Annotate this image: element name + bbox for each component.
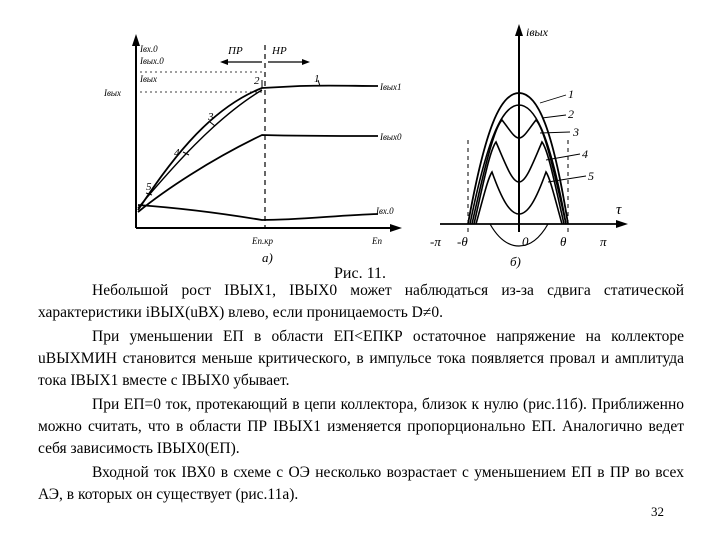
curve-num-5: 5 xyxy=(146,181,152,193)
right-panel xyxy=(440,24,628,246)
paragraph-1: Небольшой рост IВЫХ1, IВЫХ0 может наблюдаться из-за сдвига статической характеристики iВЫХ(uВХ) влево, если проницаемость D≠0. xyxy=(38,282,684,321)
label-tau: τ xyxy=(616,202,622,218)
curve-num-2: 2 xyxy=(254,75,260,87)
panel-b-label: б) xyxy=(510,254,521,269)
pulse-num-4: 4 xyxy=(582,147,588,161)
label-iout: iвых xyxy=(526,25,548,39)
label-zero: 0 xyxy=(522,234,529,249)
label-curve-out1: Iвых1 xyxy=(380,82,402,92)
label-nr: НР xyxy=(272,45,287,57)
label-pi: π xyxy=(600,234,607,249)
label-out0: Iвых.0 xyxy=(140,56,164,66)
figure-caption: Рис. 11. xyxy=(334,265,386,282)
curve-num-1: 1 xyxy=(314,73,320,85)
label-theta: θ xyxy=(560,234,567,249)
body-text xyxy=(38,280,684,506)
left-panel-labels xyxy=(103,44,402,265)
right-panel-labels xyxy=(430,25,622,269)
curve-iin0 xyxy=(138,205,378,220)
pulse-num-1: 1 xyxy=(568,87,574,101)
panel-a-label: а) xyxy=(262,250,273,265)
label-out-b: Iвых xyxy=(104,88,121,98)
label-minus-pi: -π xyxy=(430,234,441,249)
page-number: 32 xyxy=(651,504,664,519)
label-pr: ПР xyxy=(228,45,243,57)
left-panel xyxy=(132,34,402,232)
curve-num-4: 4 xyxy=(174,147,180,159)
label-ekr: Eп.кр xyxy=(252,236,273,246)
label-minus-theta: -θ xyxy=(457,234,468,249)
label-out-a: Iвых xyxy=(140,74,157,84)
pulse-num-5: 5 xyxy=(588,169,594,183)
pulse-num-3: 3 xyxy=(573,125,579,139)
curve-num-3: 3 xyxy=(208,111,214,123)
paragraph-2: При уменьшении EП в области EП<EПКР остаточное напряжение на коллекторе uВЫХМИН становится меньше критического, в импульсе тока появляется провал и амплитуда тока IВЫХ1 вместе с IВЫХ0 убывает. xyxy=(38,328,684,389)
paragraph-4: Входной ток IВХ0 в схеме с ОЭ несколько возрастает с уменьшением EП в ПР во всех АЭ, в которых он существует (рис.11а). xyxy=(38,464,684,503)
curve-2 xyxy=(138,90,262,208)
paragraph-3: При EП=0 ток, протекающий в цепи коллектора, близок к нулю (рис.11б). Приближенно можно считать, что в области ПР IВЫХ1 изменяется пропорционально EП. Аналогично ведет себя зависимость IВЫХ0(EП). xyxy=(38,396,684,457)
label-ep: Eп xyxy=(372,236,382,246)
label-in0: Iвх.0 xyxy=(140,44,158,54)
pulse-num-2: 2 xyxy=(568,107,574,121)
label-curve-in0: Iвх.0 xyxy=(376,206,394,216)
label-curve-out0: Iвых0 xyxy=(380,132,402,142)
